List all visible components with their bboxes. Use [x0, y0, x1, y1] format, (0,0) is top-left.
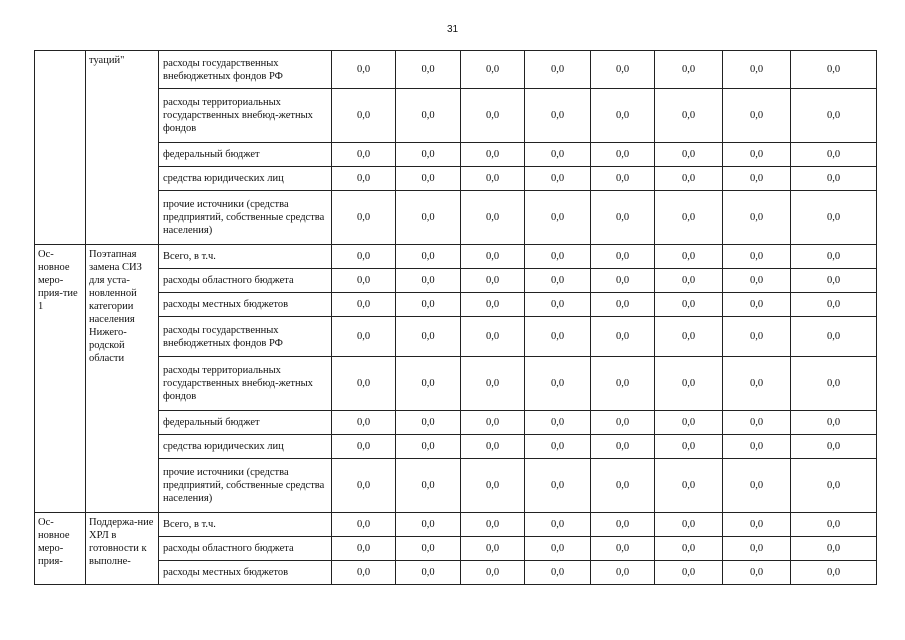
value-cell: 0,0 [396, 167, 461, 191]
value-cell: 0,0 [655, 411, 723, 435]
value-cell: 0,0 [396, 89, 461, 143]
value-cell: 0,0 [525, 245, 591, 269]
value-cell: 0,0 [723, 435, 791, 459]
funding-source-cell: расходы территориальных государственных внебюд-жетных фондов [159, 357, 332, 411]
value-cell: 0,0 [525, 435, 591, 459]
value-cell: 0,0 [332, 435, 396, 459]
value-cell: 0,0 [655, 435, 723, 459]
value-cell: 0,0 [591, 459, 655, 513]
event-name-cell: Поддержа-ние ХРЛ в готовности к выполне- [86, 513, 159, 585]
value-cell: 0,0 [525, 293, 591, 317]
value-cell: 0,0 [723, 513, 791, 537]
event-name-cell: туаций" [86, 51, 159, 245]
value-cell: 0,0 [723, 561, 791, 585]
value-cell: 0,0 [723, 245, 791, 269]
value-cell: 0,0 [461, 293, 525, 317]
value-cell: 0,0 [332, 143, 396, 167]
funding-source-cell: прочие источники (средства предприятий, собственные средства населения) [159, 191, 332, 245]
value-cell: 0,0 [655, 317, 723, 357]
table-row [35, 435, 877, 459]
value-cell: 0,0 [655, 537, 723, 561]
value-cell: 0,0 [332, 293, 396, 317]
value-cell: 0,0 [525, 143, 591, 167]
value-cell: 0,0 [655, 143, 723, 167]
value-cell: 0,0 [332, 537, 396, 561]
value-cell: 0,0 [461, 317, 525, 357]
value-cell: 0,0 [396, 191, 461, 245]
value-cell: 0,0 [461, 245, 525, 269]
value-cell: 0,0 [461, 269, 525, 293]
value-cell: 0,0 [332, 513, 396, 537]
value-cell: 0,0 [591, 191, 655, 245]
funding-source-cell: расходы государственных внебюджетных фондов РФ [159, 317, 332, 357]
value-cell: 0,0 [461, 459, 525, 513]
value-cell: 0,0 [525, 89, 591, 143]
value-cell: 0,0 [655, 245, 723, 269]
table-row [35, 89, 877, 143]
value-cell: 0,0 [396, 435, 461, 459]
funding-source-cell: прочие источники (средства предприятий, собственные средства населения) [159, 459, 332, 513]
table-row [35, 411, 877, 435]
value-cell: 0,0 [525, 561, 591, 585]
value-cell: 0,0 [655, 293, 723, 317]
value-cell: 0,0 [525, 167, 591, 191]
value-cell: 0,0 [591, 411, 655, 435]
value-cell: 0,0 [396, 513, 461, 537]
value-cell: 0,0 [396, 269, 461, 293]
table-row [35, 143, 877, 167]
value-cell: 0,0 [791, 89, 877, 143]
value-cell: 0,0 [332, 89, 396, 143]
value-cell: 0,0 [591, 561, 655, 585]
value-cell: 0,0 [655, 269, 723, 293]
value-cell: 0,0 [591, 513, 655, 537]
value-cell: 0,0 [461, 411, 525, 435]
value-cell: 0,0 [461, 191, 525, 245]
value-cell: 0,0 [655, 89, 723, 143]
value-cell: 0,0 [525, 51, 591, 89]
table-row [35, 357, 877, 411]
value-cell: 0,0 [332, 561, 396, 585]
value-cell: 0,0 [591, 245, 655, 269]
value-cell: 0,0 [396, 561, 461, 585]
value-cell: 0,0 [396, 293, 461, 317]
value-cell: 0,0 [396, 143, 461, 167]
value-cell: 0,0 [723, 191, 791, 245]
value-cell: 0,0 [461, 89, 525, 143]
funding-source-cell: расходы областного бюджета [159, 537, 332, 561]
value-cell: 0,0 [791, 269, 877, 293]
value-cell: 0,0 [723, 459, 791, 513]
value-cell: 0,0 [332, 357, 396, 411]
value-cell: 0,0 [791, 357, 877, 411]
table-row [35, 269, 877, 293]
value-cell: 0,0 [791, 293, 877, 317]
value-cell: 0,0 [396, 537, 461, 561]
value-cell: 0,0 [591, 143, 655, 167]
value-cell: 0,0 [461, 561, 525, 585]
value-cell: 0,0 [525, 537, 591, 561]
table-row [35, 459, 877, 513]
funding-source-cell: Всего, в т.ч. [159, 513, 332, 537]
value-cell: 0,0 [791, 561, 877, 585]
value-cell: 0,0 [332, 317, 396, 357]
value-cell: 0,0 [591, 167, 655, 191]
value-cell: 0,0 [396, 51, 461, 89]
value-cell: 0,0 [791, 411, 877, 435]
value-cell: 0,0 [396, 357, 461, 411]
value-cell: 0,0 [723, 411, 791, 435]
value-cell: 0,0 [723, 317, 791, 357]
value-cell: 0,0 [461, 143, 525, 167]
value-cell: 0,0 [791, 317, 877, 357]
value-cell: 0,0 [723, 51, 791, 89]
value-cell: 0,0 [461, 435, 525, 459]
funding-source-cell: Всего, в т.ч. [159, 245, 332, 269]
value-cell: 0,0 [591, 269, 655, 293]
event-name-cell: Поэтапная замена СИЗ для уста-новленной категории населения Нижего-родской области [86, 245, 159, 513]
funding-source-cell: расходы государственных внебюджетных фондов РФ [159, 51, 332, 89]
funding-source-cell: средства юридических лиц [159, 435, 332, 459]
value-cell: 0,0 [791, 435, 877, 459]
table-row [35, 513, 877, 537]
budget-table [34, 50, 877, 585]
value-cell: 0,0 [791, 143, 877, 167]
value-cell: 0,0 [791, 191, 877, 245]
table-row [35, 191, 877, 245]
value-cell: 0,0 [461, 51, 525, 89]
funding-source-cell: расходы местных бюджетов [159, 561, 332, 585]
value-cell: 0,0 [655, 51, 723, 89]
table-row [35, 561, 877, 585]
funding-source-cell: расходы территориальных государственных внебюд-жетных фондов [159, 89, 332, 143]
value-cell: 0,0 [525, 411, 591, 435]
value-cell: 0,0 [396, 317, 461, 357]
value-cell: 0,0 [723, 89, 791, 143]
value-cell: 0,0 [396, 411, 461, 435]
value-cell: 0,0 [723, 269, 791, 293]
value-cell: 0,0 [655, 561, 723, 585]
value-cell: 0,0 [791, 537, 877, 561]
table-row [35, 293, 877, 317]
value-cell: 0,0 [791, 459, 877, 513]
table-row [35, 245, 877, 269]
value-cell: 0,0 [332, 245, 396, 269]
value-cell: 0,0 [591, 435, 655, 459]
funding-source-cell: расходы местных бюджетов [159, 293, 332, 317]
value-cell: 0,0 [461, 167, 525, 191]
table-row [35, 537, 877, 561]
value-cell: 0,0 [591, 537, 655, 561]
table-row [35, 167, 877, 191]
value-cell: 0,0 [332, 269, 396, 293]
event-type-cell: Ос-новное меро-прия- [35, 513, 86, 585]
value-cell: 0,0 [723, 537, 791, 561]
value-cell: 0,0 [525, 269, 591, 293]
value-cell: 0,0 [525, 513, 591, 537]
value-cell: 0,0 [723, 167, 791, 191]
value-cell: 0,0 [332, 191, 396, 245]
value-cell: 0,0 [723, 357, 791, 411]
value-cell: 0,0 [655, 513, 723, 537]
value-cell: 0,0 [791, 513, 877, 537]
value-cell: 0,0 [461, 513, 525, 537]
value-cell: 0,0 [332, 51, 396, 89]
value-cell: 0,0 [591, 293, 655, 317]
funding-source-cell: средства юридических лиц [159, 167, 332, 191]
value-cell: 0,0 [461, 537, 525, 561]
value-cell: 0,0 [591, 89, 655, 143]
funding-source-cell: расходы областного бюджета [159, 269, 332, 293]
value-cell: 0,0 [525, 191, 591, 245]
funding-source-cell: федеральный бюджет [159, 143, 332, 167]
funding-source-cell: федеральный бюджет [159, 411, 332, 435]
table-row [35, 317, 877, 357]
value-cell: 0,0 [525, 317, 591, 357]
value-cell: 0,0 [525, 357, 591, 411]
value-cell: 0,0 [332, 167, 396, 191]
value-cell: 0,0 [655, 357, 723, 411]
value-cell: 0,0 [591, 51, 655, 89]
page-number: 31 [446, 24, 459, 35]
value-cell: 0,0 [655, 167, 723, 191]
table-row [35, 51, 877, 89]
event-type-cell: Ос-новное меро-прия-тие 1 [35, 245, 86, 513]
value-cell: 0,0 [332, 411, 396, 435]
value-cell: 0,0 [591, 317, 655, 357]
value-cell: 0,0 [791, 245, 877, 269]
value-cell: 0,0 [525, 459, 591, 513]
table-body [35, 51, 877, 585]
value-cell: 0,0 [461, 357, 525, 411]
value-cell: 0,0 [655, 459, 723, 513]
value-cell: 0,0 [791, 51, 877, 89]
value-cell: 0,0 [396, 459, 461, 513]
value-cell: 0,0 [655, 191, 723, 245]
value-cell: 0,0 [332, 459, 396, 513]
value-cell: 0,0 [723, 293, 791, 317]
value-cell: 0,0 [723, 143, 791, 167]
value-cell: 0,0 [396, 245, 461, 269]
event-type-cell [35, 51, 86, 245]
value-cell: 0,0 [591, 357, 655, 411]
value-cell: 0,0 [791, 167, 877, 191]
